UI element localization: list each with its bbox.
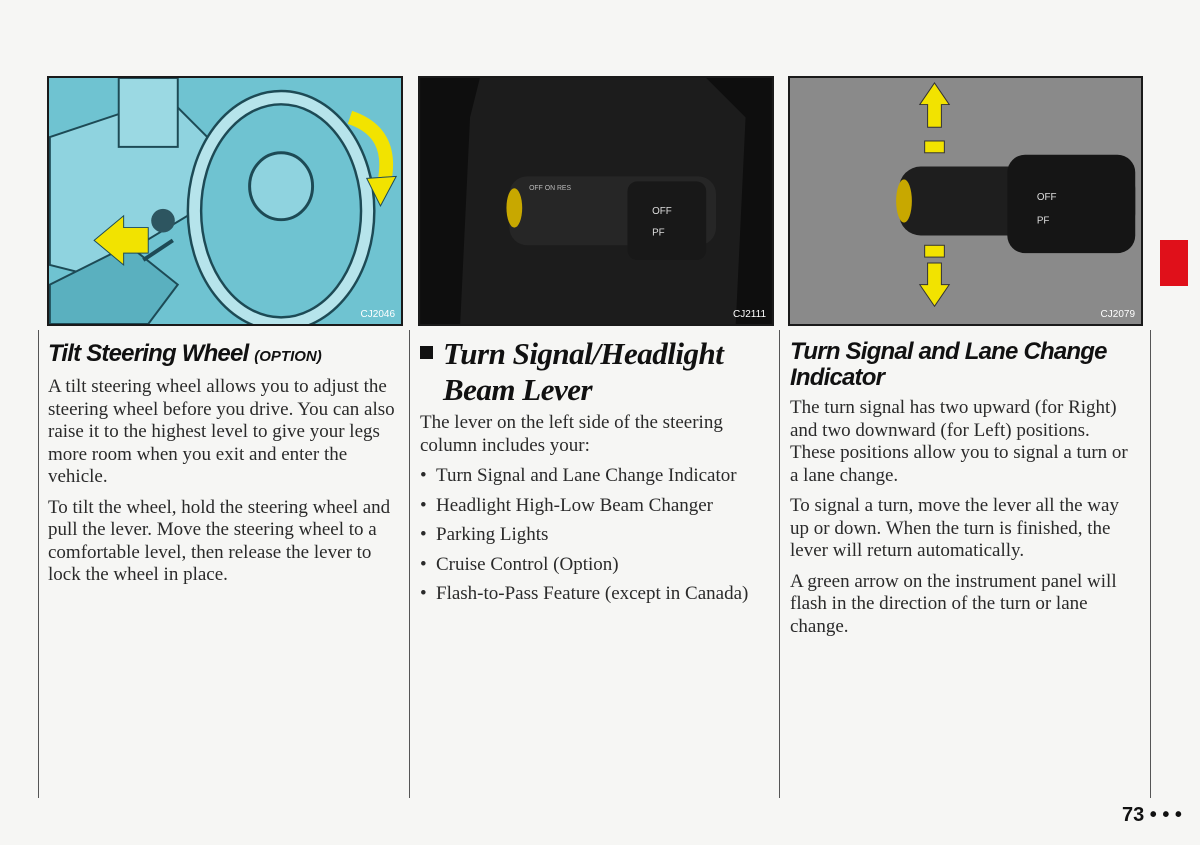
lever-pf-label: PF bbox=[1036, 215, 1050, 227]
figure-lane-change-lever bbox=[788, 76, 1143, 326]
list-item: • Cruise Control (Option) bbox=[420, 554, 770, 577]
option-label: (OPTION) bbox=[254, 348, 322, 365]
section-title: Turn Signal and Lane Change Indicator bbox=[790, 338, 1107, 391]
section-title: Tilt Steering Wheel (OPTION) bbox=[48, 340, 322, 367]
section-title: Turn Signal/Headlight Beam Lever bbox=[420, 336, 770, 408]
feature-list bbox=[420, 465, 770, 606]
chapter-tab bbox=[1160, 240, 1188, 286]
column-rule bbox=[779, 330, 780, 798]
turn-signal-lever-photo bbox=[420, 78, 772, 324]
lever-off-label: OFF bbox=[652, 205, 672, 217]
paragraph: To signal a turn, move the lever all the way up or down. When the turn is finished, the lever will return automatically. bbox=[790, 495, 1119, 561]
column-rule bbox=[409, 330, 410, 798]
section-tilt-steering-wheel bbox=[48, 341, 404, 595]
lever-pf-label: PF bbox=[652, 227, 665, 239]
lever-off-label: OFF bbox=[1036, 192, 1057, 204]
paragraph: The turn signal has two upward (for Right) and two downward (for Left) positions. These positions allow you to signal a turn or a lane change. bbox=[790, 397, 1128, 486]
list-item: • Flash-to-Pass Feature (except in Canada) bbox=[420, 583, 770, 606]
figure-code: CJ2111 bbox=[733, 309, 766, 320]
figure-tilt-wheel bbox=[47, 76, 403, 326]
figure-code: CJ2079 bbox=[1100, 309, 1135, 320]
paragraph: A tilt steering wheel allows you to adjust the steering wheel before you drive. You can also raise it to the highest level to give your legs more room when you exit and enter the vehicle. bbox=[48, 376, 395, 487]
paragraph: A green arrow on the instrument panel will flash in the direction of the turn or lane change. bbox=[790, 570, 1117, 637]
column-rule bbox=[1150, 330, 1151, 798]
page-number: 73 • • • bbox=[1122, 804, 1182, 826]
lever-ring-label: OFF ON RES bbox=[529, 185, 572, 193]
paragraph: To tilt the wheel, hold the steering wheel and pull the lever. Move the steering wheel to a comfortable level, then release the lever to lock the wheel in place. bbox=[48, 496, 391, 585]
list-item: • Parking Lights bbox=[420, 524, 770, 547]
tilt-wheel-illustration bbox=[49, 78, 401, 324]
paragraph: The lever on the left side of the steering column includes your: bbox=[420, 412, 723, 456]
section-turn-signal-lane-change bbox=[790, 339, 1135, 646]
lane-change-lever-photo bbox=[790, 78, 1141, 324]
column-rule bbox=[38, 330, 39, 798]
section-marker-icon bbox=[420, 346, 433, 359]
figure-turn-signal-lever bbox=[418, 76, 774, 326]
figure-code: CJ2046 bbox=[360, 309, 395, 320]
section-turn-signal-headlight bbox=[420, 336, 770, 613]
list-item: • Turn Signal and Lane Change Indicator bbox=[420, 465, 770, 488]
list-item: • Headlight High-Low Beam Changer bbox=[420, 495, 770, 518]
